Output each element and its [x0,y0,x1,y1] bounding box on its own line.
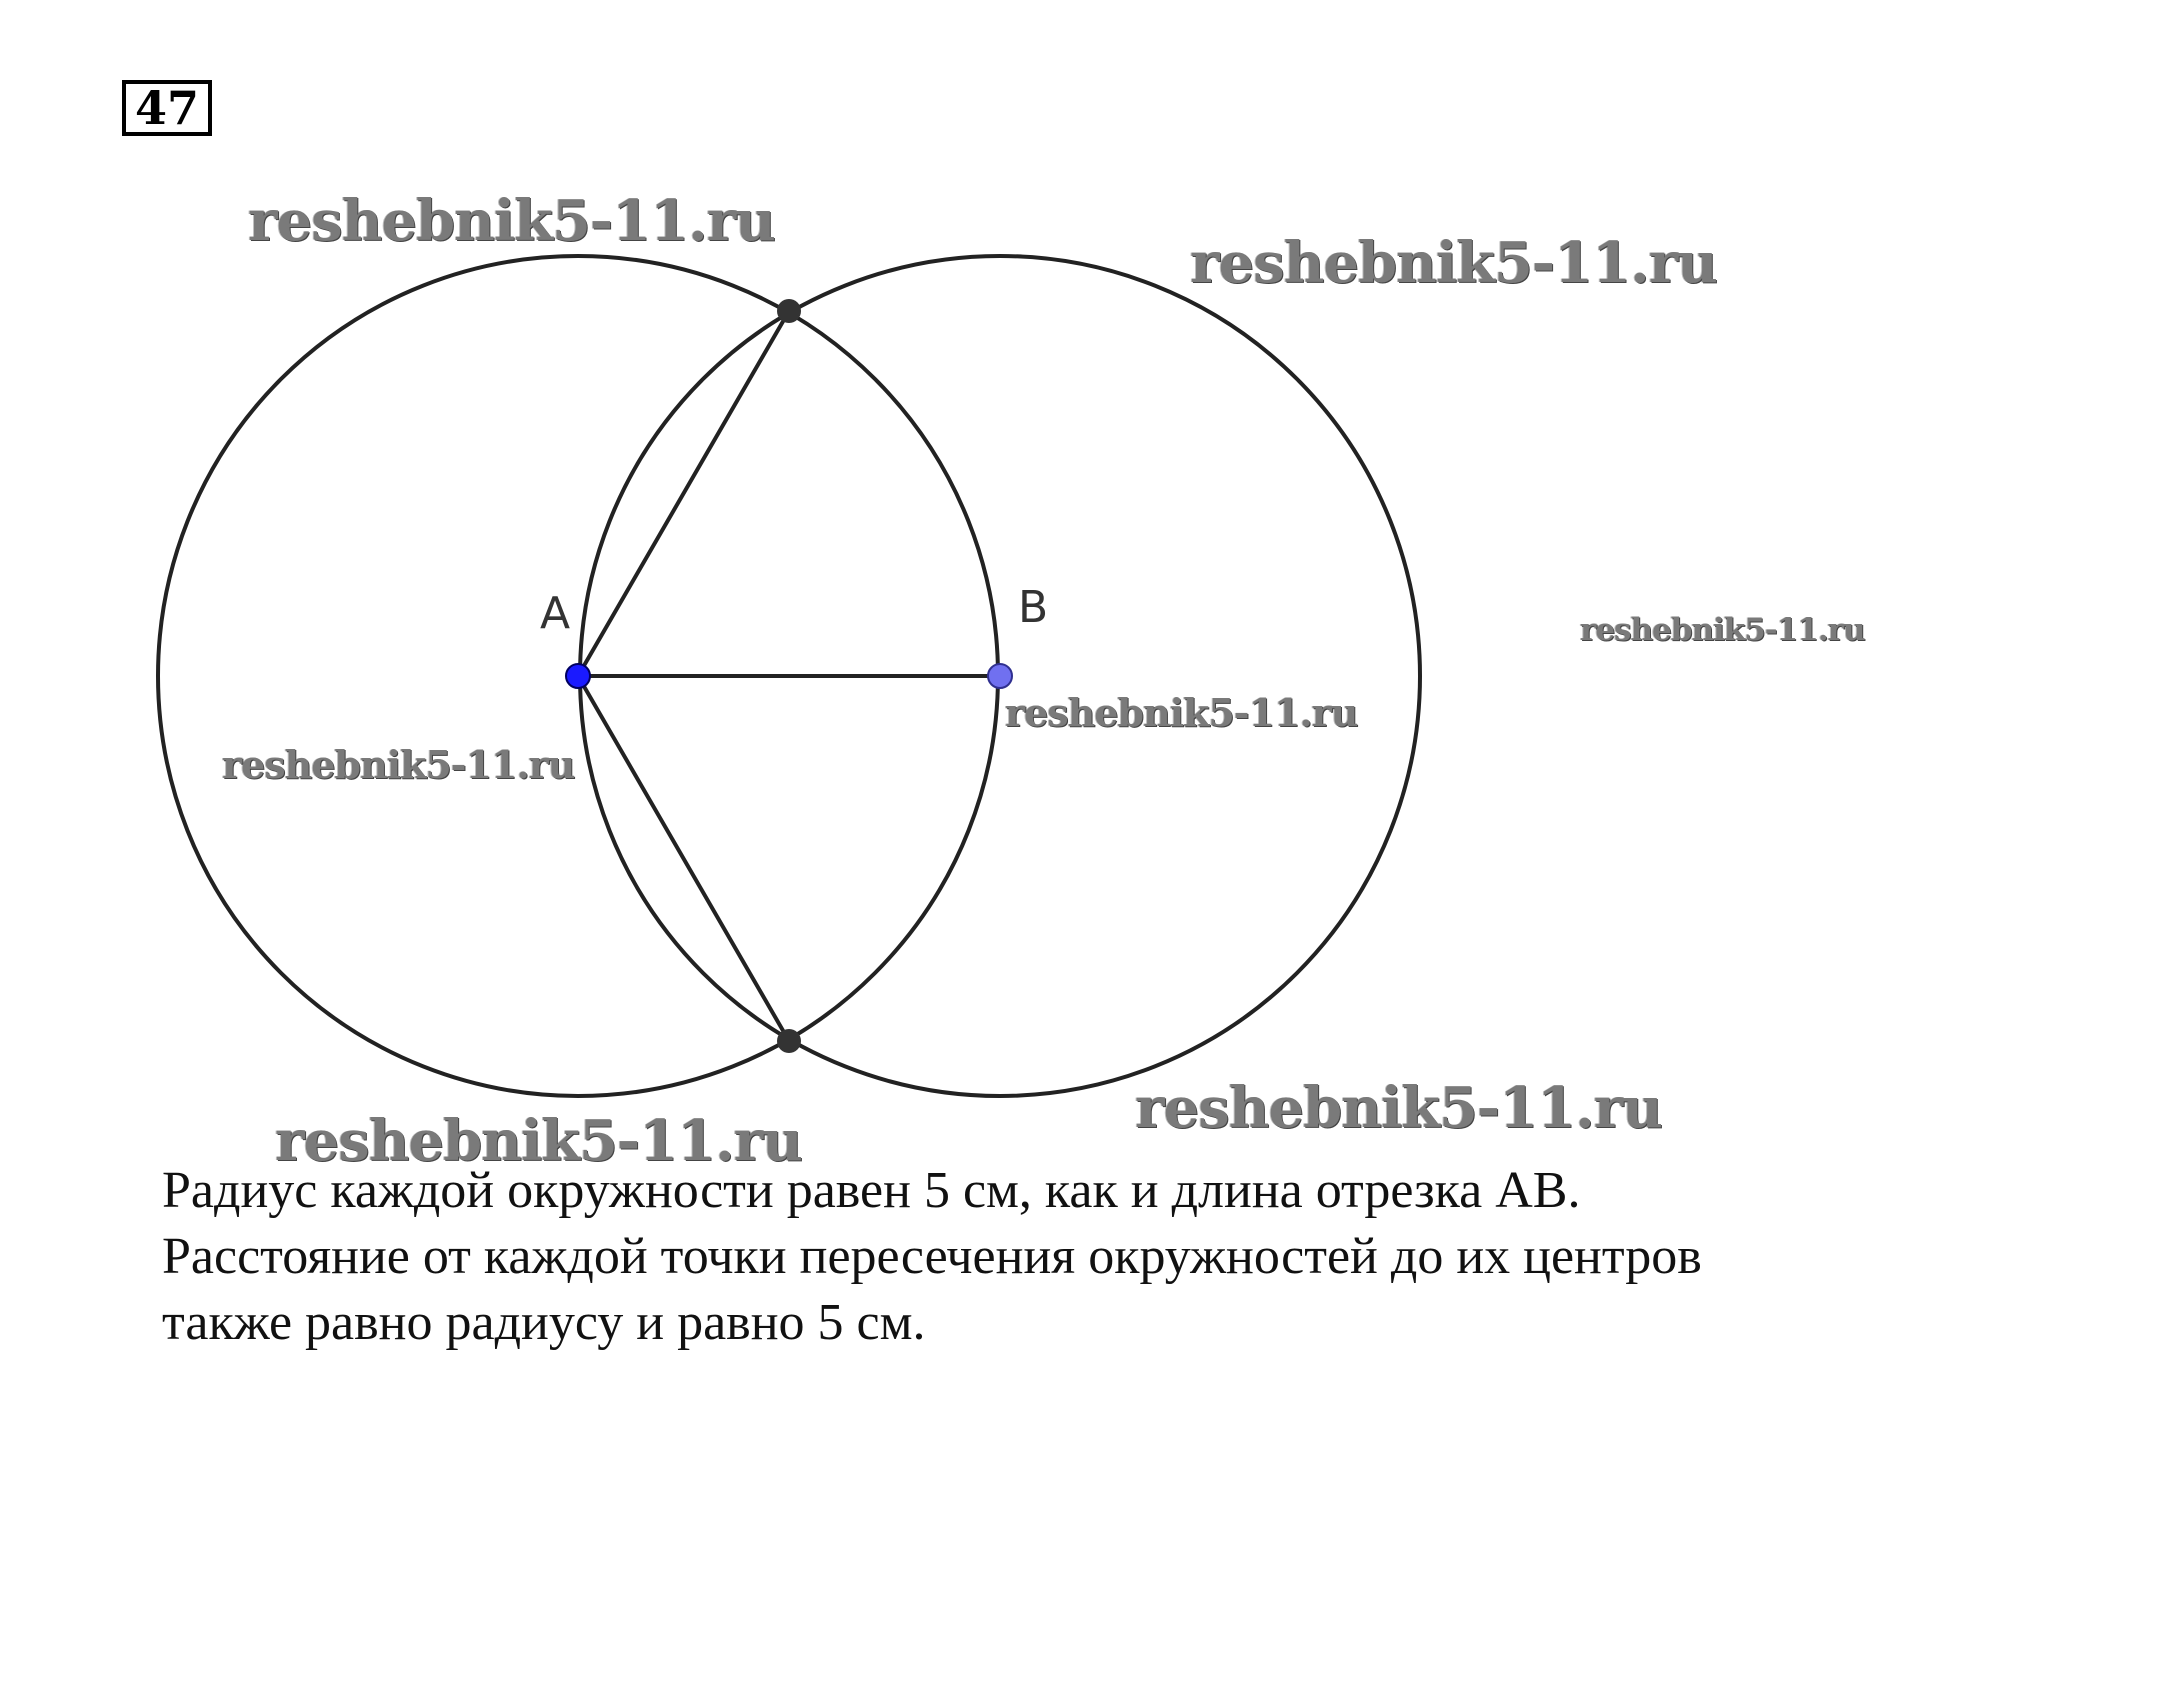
bottom-intersection-point [777,1029,801,1053]
top-intersection-point [777,299,801,323]
watermark-top-right: reshebnik5-11.ru [1190,230,1717,296]
watermark-bottom-left: reshebnik5-11.ru [275,1108,802,1174]
solution-line-3: также равно радиусу и равно 5 см. [162,1294,926,1351]
watermark-right: reshebnik5-11.ru [1580,612,1865,648]
solution-line-1: Радиус каждой окружности равен 5 см, как и длина отрезка AB. [162,1162,1581,1219]
point-b [988,664,1012,688]
watermark-top-left: reshebnik5-11.ru [248,188,775,254]
segment-a-top-intersection [578,311,789,676]
solution-line-2: Расстояние от каждой точки пересечения окружностей до их центров [162,1228,1702,1285]
point-a [566,664,590,688]
watermark-left: reshebnik5-11.ru [222,742,575,787]
problem-number: 47 [122,80,212,136]
point-b-label: B [1018,582,1049,633]
solution-text [162,1158,2062,1356]
segment-a-bottom-intersection [578,676,789,1041]
point-a-label: A [540,588,571,639]
watermark-center: reshebnik5-11.ru [1005,690,1358,735]
watermark-bottom-right: reshebnik5-11.ru [1135,1075,1662,1141]
